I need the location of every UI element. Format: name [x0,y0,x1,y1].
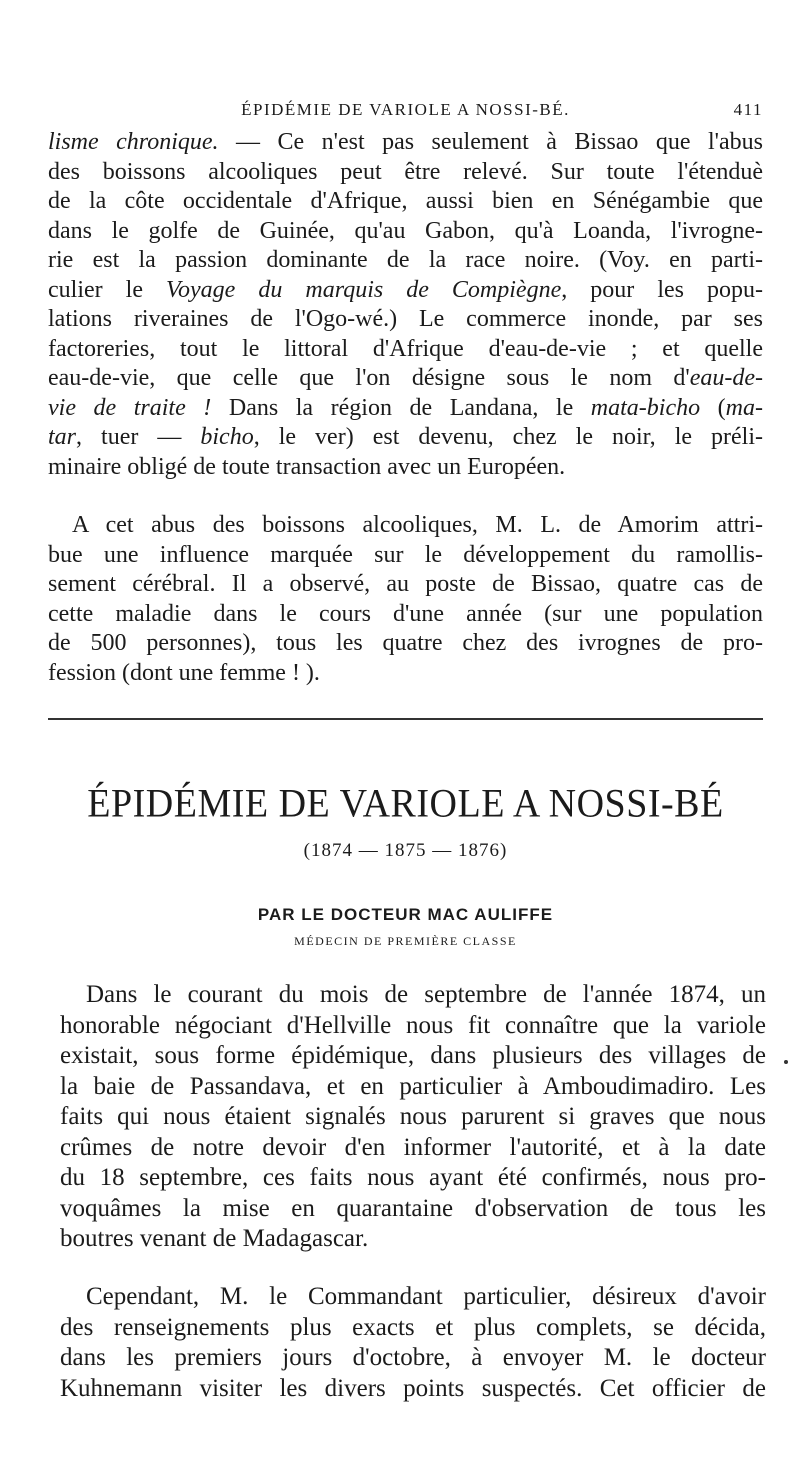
text-line: vie de traite ! Dans la région de Landana, le mata-bicho (ma- [48,394,763,421]
text-line: faits qui nous étaient signalés nous parurent si graves que nous [60,1103,766,1130]
text-line: lisme chronique. — Ce n'est pas seulement à Bissao que l'abus [48,129,764,155]
text-line: la baie de Passandava, et en particulier à Amboudimadiro. Les [60,1072,766,1100]
paragraph-alcoholism [48,128,763,482]
text-line: dans le golfe de Guinée, qu'au Gabon, qu'à Loanda, l'ivrogne- [48,217,763,244]
paragraph-investigation [60,1282,766,1404]
text-line: sement cérébral. Il a observé, au poste de Bissao, quatre cas de [48,571,763,597]
text-line: minaire obligé de toute transaction avec un Européen. [48,453,566,480]
text-line: de la côte occidentale d'Afrique, aussi bien en Sénégambie que [48,188,763,214]
running-head [48,100,763,124]
running-head-title: ÉPIDÉMIE DE VARIOLE A NOSSI-BÉ. [241,100,570,119]
text-line: Cependant, M. le Commandant particulier, désireux d'avoir [86,1283,766,1310]
text-line: crûmes de notre devoir d'en informer l'autorité, et à la date [60,1133,766,1161]
text-line: Kuhnemann visiter les divers points suspectés. Cet officier de [60,1374,766,1402]
article-dates: (1874 — 1875 — 1876) [303,840,508,861]
text-line: eau-de-vie, que celle que l'on désigne sous le nom d'eau-de- [48,365,763,391]
text-line: culier le Voyage du marquis de Compiègne, pour les popu- [48,276,764,303]
text-line: tar, tuer — bicho, le ver) est devenu, chez le noir, le préli- [48,424,763,450]
text-line: fession (dont une femme ! ). [48,659,320,686]
page-number: 411 [733,100,763,119]
text-line: boutres venant de Madagascar. [60,1225,369,1252]
text-line: bue une influence marquée sur le développement du ramollis- [48,541,763,568]
article-author: PAR LE DOCTEUR MAC AULIFFE [257,905,554,924]
text-line: A cet abus des boissons alcooliques, M. L. de Amorim attri- [72,512,763,538]
text-line: Dans le courant du mois de septembre de l'année 1874, un [86,981,766,1008]
text-line: des boissons alcooliques peut être relevé. Sur toute l'étenduè [48,158,763,185]
text-line: dans les premiers jours d'octobre, à envoyer M. le docteur [60,1344,766,1371]
text-line: cette maladie dans le cours d'une année (sur une population [48,600,763,627]
text-line: du 18 septembre, ces faits nous ayant été confirmés, nous pro- [60,1164,766,1191]
article-title: ÉPIDÉMIE DE VARIOLE A NOSSI-BÉ [87,781,724,827]
paragraph-cerebral-softening [48,511,763,688]
author-role: MÉDECIN DE PREMIÈRE CLASSE [294,934,517,948]
text-line: existait, sous forme épidémique, dans plusieurs des villages de [60,1042,766,1069]
text-line: lations riveraines de l'Ogo-wé.) Le commerce inonde, par ses [48,306,763,332]
text-line: de 500 personnes), tous les quatre chez des ivrognes de pro- [48,630,763,656]
margin-mark [784,1060,788,1064]
text-line: honorable négociant d'Hellville nous fit connaître que la variole [60,1011,766,1039]
section-divider [48,718,763,720]
text-line: des renseignements plus exacts et plus complets, se décida, [60,1313,766,1341]
paragraph-epidemic-report [60,980,766,1255]
text-line: rie est la passion dominante de la race noire. (Voy. en parti- [48,247,763,273]
text-line: voquâmes la mise en quarantaine d'observation de tous les [60,1194,766,1222]
text-line: factoreries, tout le littoral d'Afrique d'eau-de-vie ; et quelle [48,335,763,362]
